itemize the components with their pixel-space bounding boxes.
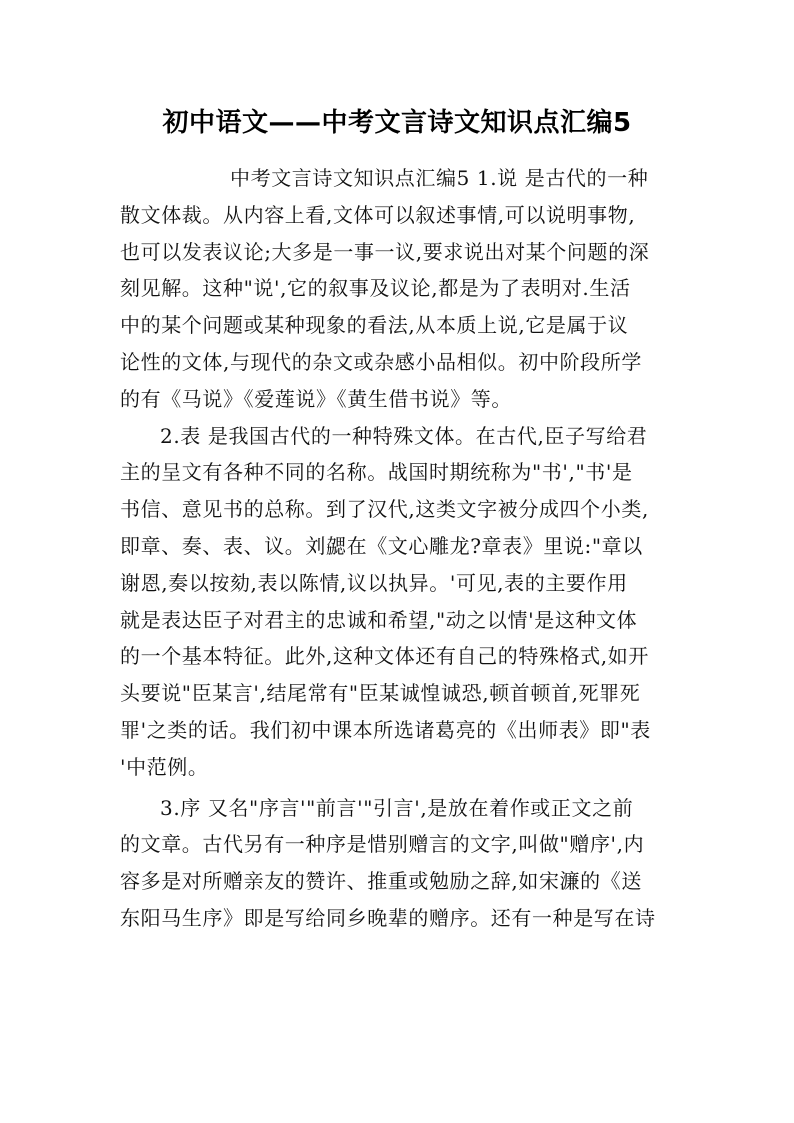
paragraph-2-line-10: '中范例。 — [120, 754, 209, 779]
paragraph-1-line-5: 中的某个问题或某种现象的看法,从本质上说,它是属于议 — [120, 313, 629, 338]
paragraph-2-line-5: 谢恩,奏以按劾,表以陈情,议以执异。'可见,表的主要作用 — [120, 570, 628, 595]
document-body — [120, 160, 675, 937]
paragraph-2-line-6: 就是表达臣子对君主的忠诚和希望,"动之以情'是这种文体 — [120, 607, 638, 632]
paragraph-2-line-8: 头要说"臣某言',结尾常有"臣某诚惶诚恐,顿首顿首,死罪死 — [120, 681, 641, 706]
paragraph-1-line-1: 中考文言诗文知识点汇编5 1.说 是古代的一种 — [230, 166, 649, 190]
paragraph-1-line-7: 的有《马说》《爱莲说》《黄生借书说》等。 — [120, 386, 512, 411]
paragraph-2-line-3: 书信、意见书的总称。到了汉代,这类文字被分成四个小类, — [120, 497, 649, 522]
paragraph-2-line-4: 即章、奏、表、议。刘勰在《文心雕龙?章表》里说:"章以 — [120, 533, 643, 558]
paragraph-3-line-3: 容多是对所赠亲友的赞许、推重或勉励之辞,如宋濂的《送 — [120, 869, 642, 894]
paragraph-2-line-1: 2.表 是我国古代的一种特殊文体。在古代,臣子写给君 — [160, 423, 648, 448]
paragraph-1-line-2: 散文体裁。从内容上看,文体可以叙述事情,可以说明事物, — [120, 202, 636, 227]
paragraph-3-line-1: 3.序 又名"序言'"前言'"引言',是放在着作或正文之前 — [160, 795, 634, 820]
paragraph-1-line-3: 也可以发表议论;大多是一事一议,要求说出对某个问题的深 — [120, 239, 650, 264]
document-title: 初中语文——中考文言诗文知识点汇编5 — [162, 108, 632, 138]
paragraph-1-line-6: 论性的文体,与现代的杂文或杂感小品相似。初中阶段所学 — [120, 349, 642, 374]
paragraph-3-line-2: 的文章。古代另有一种序是惜别赠言的文字,叫做"赠序',内 — [120, 832, 645, 857]
paragraph-2-line-2: 主的呈文有各种不同的名称。战国时期统称为"书',"书'是 — [120, 460, 633, 485]
paragraph-2-line-9: 罪'之类的话。我们初中课本所选诸葛亮的《出师表》即"表 — [120, 717, 651, 742]
paragraph-3-line-4: 东阳马生序》即是写给同乡晚辈的赠序。还有一种是写在诗 — [120, 905, 656, 930]
paragraph-2-line-7: 的一个基本特征。此外,这种文体还有自己的特殊格式,如开 — [120, 644, 649, 669]
paragraph-1-line-4: 刻见解。这种"说',它的叙事及议论,都是为了表明对.生活 — [120, 276, 631, 301]
